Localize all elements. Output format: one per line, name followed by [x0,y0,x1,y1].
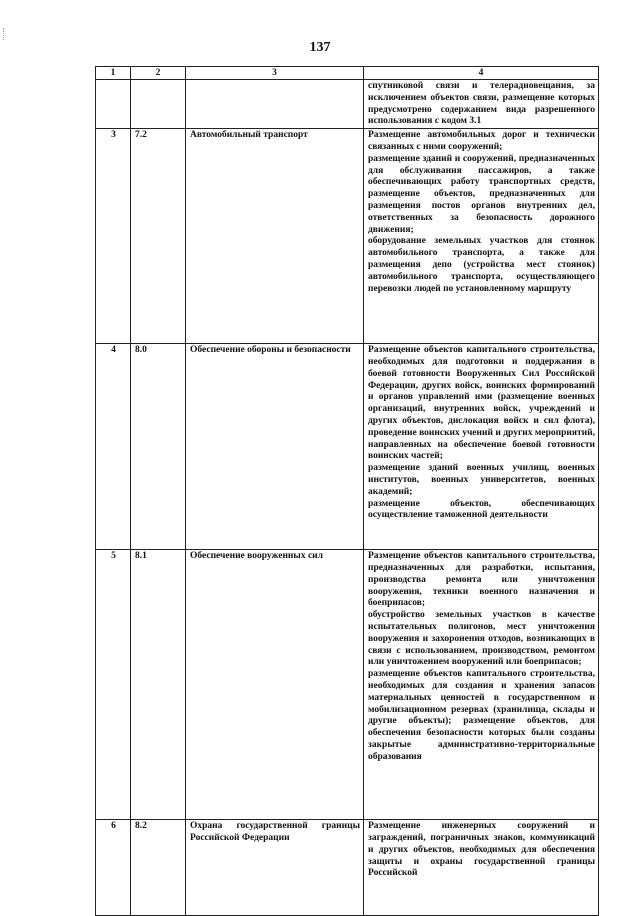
column-header-4: 4 [364,67,599,80]
use-description [364,80,599,129]
scan-mark [3,28,5,40]
description-paragraph: размещение объектов капитального строительства, необходимых для создания и хранения запасов материальных ценностей в государственном и мобилизационном резервах (хранилища, склады и другие объекты); размещение объектов, для обеспечения безопасности которых были созданы закрытые административно-территориальные образования [368,669,595,762]
table-row [96,550,599,820]
table-row [96,80,599,129]
use-description [364,129,599,344]
table-body [96,80,599,916]
use-name: Охрана государственной границы Российской Федерации [186,820,364,916]
use-code: 7.2 [131,129,186,344]
use-description [364,550,599,820]
row-number: 5 [96,550,131,820]
row-number: 3 [96,129,131,344]
use-name: Обеспечение вооруженных сил [186,550,364,820]
row-number: 6 [96,820,131,916]
row-number [96,80,131,129]
description-paragraph: размещение зданий военных училищ, военных институтов, военных университетов, военных академий; [368,463,595,497]
description-paragraph: Размещение автомобильных дорог и технически связанных с ними сооружений; [368,130,595,152]
description-paragraph: размещение объектов, обеспечивающих осуществление таможенной деятельности [368,498,595,521]
description-paragraph: оборудование земельных участков для стоянок автомобильного транспорта, а также для размещения депо (устройства мест стоянок) автомобильного транспорта, осуществляющего перевозки людей по установленному маршруту [368,236,595,294]
column-header-3: 3 [186,67,364,80]
table-header-row [96,67,599,80]
table-row [96,344,599,550]
use-code: 8.0 [131,344,186,550]
column-header-2: 2 [131,67,186,80]
description-paragraph: обустройство земельных участков в качестве испытательных полигонов, мест уничтожения вооружения и захоронения отходов, возникающих в связи с использованием, производством, ремонтом или уничтожением вооружений или боеприпасов; [368,610,595,668]
description-paragraph: Размещение инженерных сооружений и заграждений, пограничных знаков, коммуникаций и других объектов, необходимых для обеспечения защиты и охраны государственной границы Российской [368,821,595,879]
page-number: 137 [309,40,331,55]
use-code [131,80,186,129]
column-header-1: 1 [96,67,131,80]
use-name: Автомобильный транспорт [186,129,364,344]
use-description [364,820,599,916]
table-row [96,820,599,916]
description-paragraph: Размещение объектов капитального строительства, предназначенных для разработки, испытания, производства ремонта или уничтожения вооружения, техники военного назначения и боеприпасов; [368,551,595,609]
use-description [364,344,599,550]
description-paragraph: спутниковой связи и телерадиовещания, за исключением объектов связи, размещение которых предусмотрено содержанием вида разрешенного использования с кодом 3.1 [368,81,595,127]
table-row [96,129,599,344]
description-paragraph: размещение зданий и сооружений, предназначенных для обслуживания пассажиров, а также обеспечивающих работу транспортных средств, размещение объектов, предназначенных для размещения постов органов внутренних дел, ответственных за безопасность дорожного движения; [368,153,595,235]
row-number: 4 [96,344,131,550]
use-code: 8.1 [131,550,186,820]
land-use-table [95,66,599,916]
description-paragraph: Размещение объектов капитального строительства, необходимых для подготовки и поддержания в боевой готовности Вооруженных Сил Российской Федерации, других войск, воинских формирований и органов управлений ими (размещение военных организаций, внутренних войск, учреждений и других объектов, дислокация войск и сил флота), проведение воинских учений и других мероприятий, направленных на обеспечение боевой готовности воинских частей; [368,345,595,462]
use-code: 8.2 [131,820,186,916]
use-name [186,80,364,129]
use-name: Обеспечение обороны и безопасности [186,344,364,550]
